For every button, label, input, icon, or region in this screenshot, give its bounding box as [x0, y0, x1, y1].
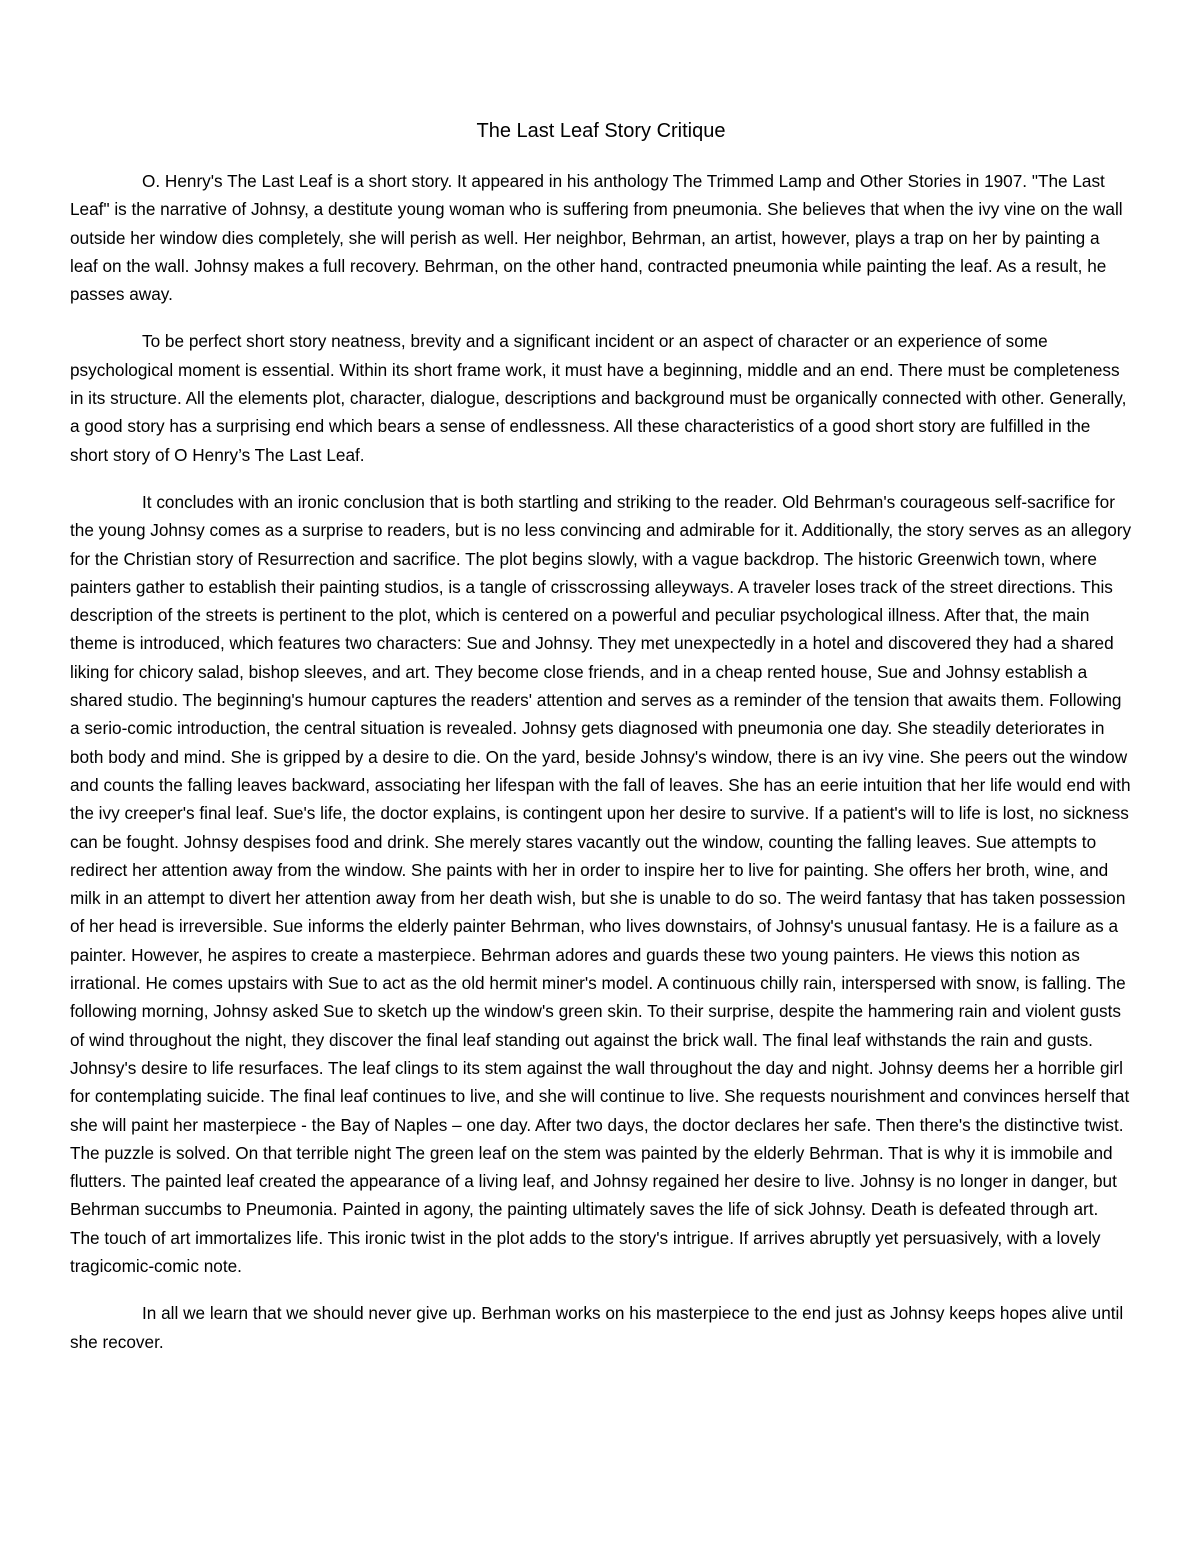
paragraph-plot-analysis: It concludes with an ironic conclusion that is both startling and striking to the reader. Old Behrman's courageous self-sacrifice for the young Johnsy comes as a surprise to readers, but is no less convincing and admirable for it. Additionally, the story serves as an allegory for the Christian story of Resurrection and sacrifice. The plot begins slowly, with a vague backdrop. The historic Greenwich town, where painters gather to establish their painting studios, is a tangle of crisscrossing alleyways. A traveler loses track of the street directions. This description of the streets is pertinent to the plot, which is centered on a powerful and peculiar psychological illness. After that, the main theme is introduced, which features two characters: Sue and Johnsy. They met unexpectedly in a hotel and discovered they had a shared liking for chicory salad, bishop sleeves, and art. They become close friends, and in a cheap rented house, Sue and Johnsy establish a shared studio. The beginning's humour captures the readers' attention and serves as a reminder of the tension that awaits them. Following a serio-comic introduction, the central situation is revealed. Johnsy gets diagnosed with pneumonia one day. She steadily deteriorates in both body and mind. She is gripped by a desire to die. On the yard, beside Johnsy's window, there is an ivy vine. She peers out the window and counts the falling leaves backward, associating her lifespan with the fall of leaves. She has an eerie intuition that her life would end with the ivy creeper's final leaf. Sue's life, the doctor explains, is contingent upon her desire to survive. If a patient's will to life is lost, no sickness can be fought. Johnsy despises food and drink. She merely stares vacantly out the window, counting the falling leaves. Sue attempts to redirect her attention away from the window. She paints with her in order to inspire her to live for painting. She offers her broth, wine, and milk in an attempt to divert her attention away from her death wish, but she is unable to do so. The weird fantasy that has taken possession of her head is irreversible. Sue informs the elderly painter Behrman, who lives downstairs, of Johnsy's unusual fantasy. He is a failure as a painter. However, he aspires to create a masterpiece. Behrman adores and guards these two young painters. He views this notion as irrational. He comes upstairs with Sue to act as the old hermit miner's model. A continuous chilly rain, interspersed with snow, is falling. The following morning, Johnsy asked Sue to sketch up the window's green skin. To their surprise, despite the hammering rain and violent gusts of wind throughout the night, they discover the final leaf standing out against the brick wall. The final leaf withstands the rain and gusts. Johnsy's desire to life resurfaces. The leaf clings to its stem against the wall throughout the day and night. Johnsy deems her a horrible girl for contemplating suicide. The final leaf continues to live, and she will continue to live. She requests nourishment and convinces herself that she will paint her masterpiece - the Bay of Naples – one day. After two days, the doctor declares her safe. Then there's the distinctive twist. The puzzle is solved. On that terrible night The green leaf on the stem was painted by the elderly Behrman. That is why it is immobile and flutters. The painted leaf created the appearance of a living leaf, and Johnsy regained her desire to live. Johnsy is no longer in danger, but Behrman succumbs to Pneumonia. Painted in agony, the painting ultimately saves the life of sick Johnsy. Death is defeated through art. The touch of art immortalizes life. This ironic twist in the plot adds to the story's intrigue. If arrives abruptly yet persuasively, with a lovely tragicomic-comic note.: [70, 491, 1132, 1276]
paragraph-conclusion: In all we learn that we should never give up. Berhman works on his masterpiece to the end just as Johnsy keeps hopes alive until she recover.: [70, 1303, 1124, 1352]
paragraph-intro: O. Henry's The Last Leaf is a short story. It appeared in his anthology The Trimmed Lamp and Other Stories in 1907. "The Last Leaf" is the narrative of Johnsy, a destitute young woman who is suffering from pneumonia. She believes that when the ivy vine on the wall outside her window dies completely, she will perish as well. Her neighbor, Behrman, an artist, however, plays a trap on her by painting a leaf on the wall. Johnsy makes a full recovery. Behrman, on the other hand, contracted pneumonia while painting the leaf. As a result, he passes away.: [70, 171, 1123, 305]
document-title: The Last Leaf Story Critique: [476, 120, 726, 142]
document-page: [70, 117, 1132, 1375]
paragraph-short-story-elements: To be perfect short story neatness, brevity and a significant incident or an aspect of character or an experience of some psychological moment is essential. Within its short frame work, it must have a beginning, middle and an end. There must be completeness in its structure. All the elements plot, character, dialogue, descriptions and background must be organically connected with other. Generally, a good story has a surprising end which bears a sense of endlessness. All these characteristics of a good short story are fulfilled in the short story of O Henry’s The Last Leaf.: [70, 331, 1127, 465]
